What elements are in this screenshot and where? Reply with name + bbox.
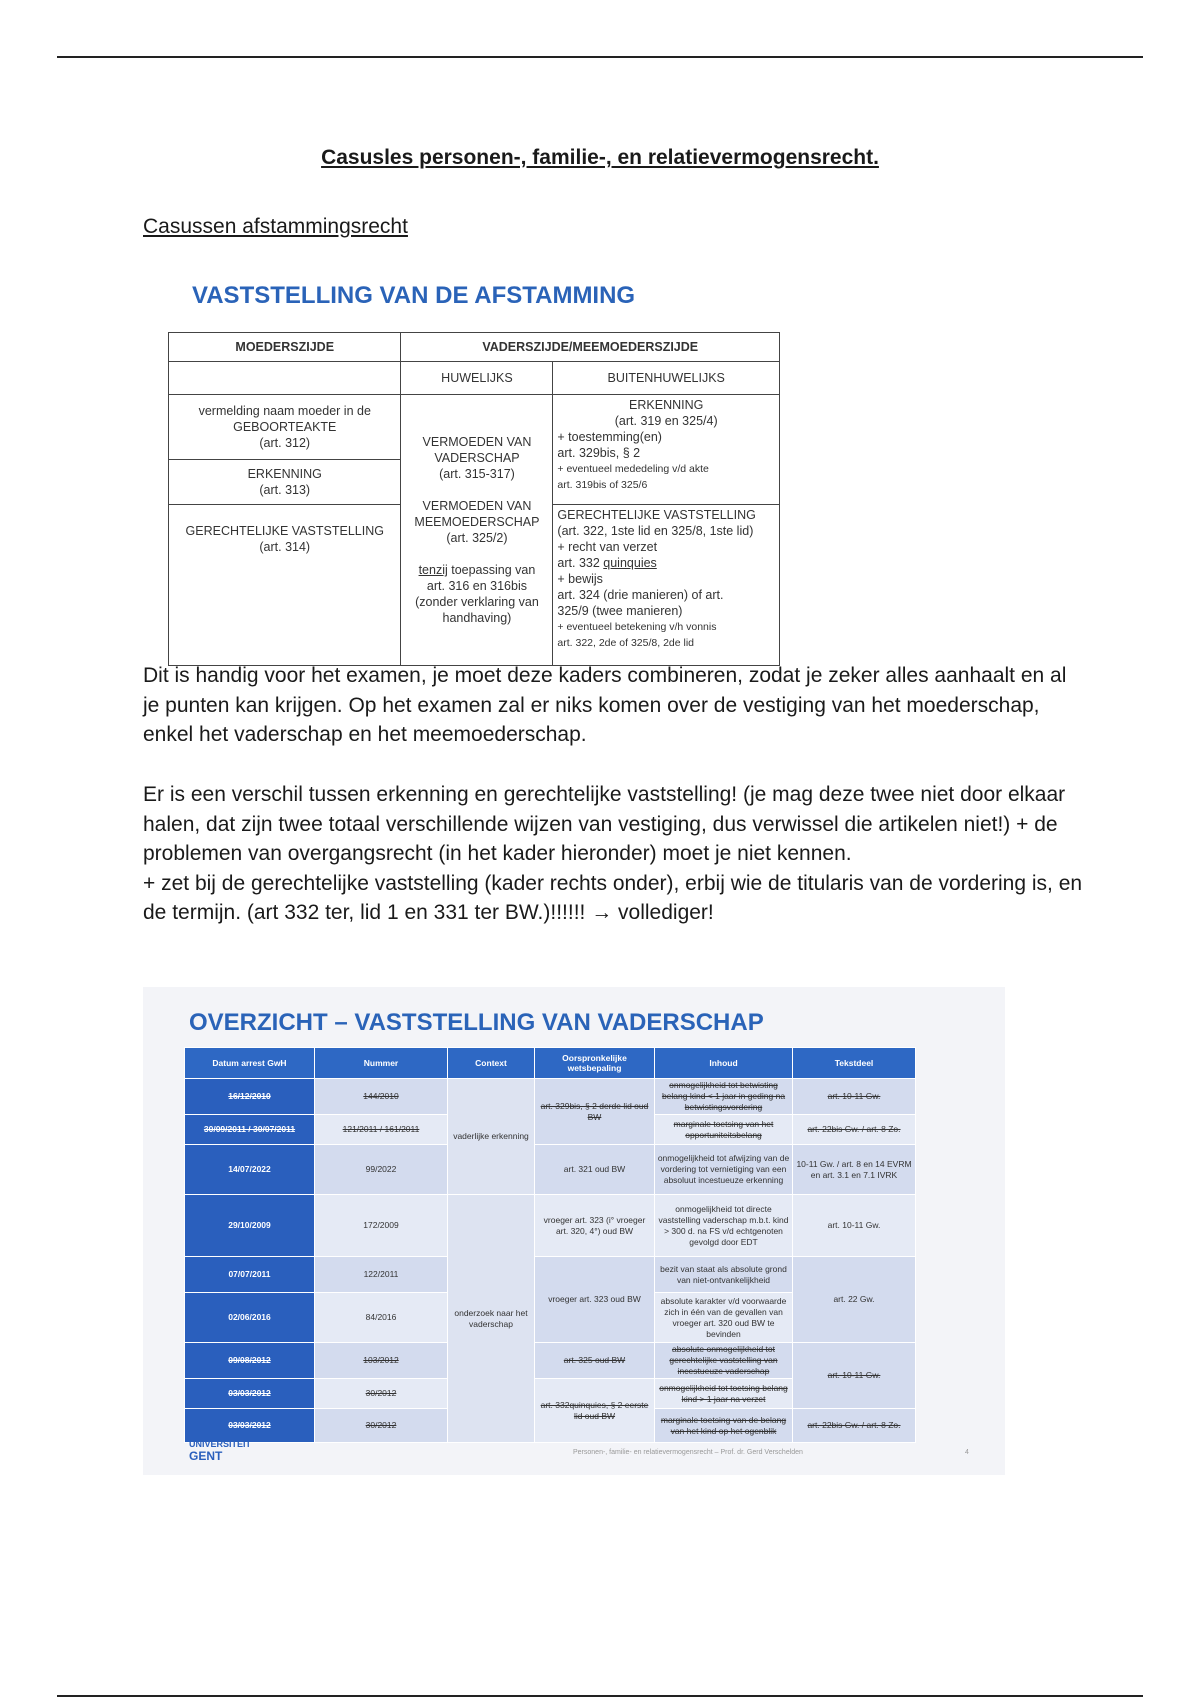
cell-num: 121/2011 / 161/2011 bbox=[315, 1115, 448, 1145]
cell-tekst: art. 22 Gw. bbox=[793, 1257, 916, 1343]
cell-tekst: art. 10-11 Gw. bbox=[793, 1195, 916, 1257]
paragraph-text: + zet bij de gerechtelijke vaststelling (kader rechts onder), erbij wie de titularis van de vordering is, en de termijn. (art 332 ter, lid 1 en 331 ter BW.)!!!!!! → vollediger! bbox=[143, 871, 1083, 924]
slide-overzicht bbox=[143, 987, 1005, 1475]
overzicht-table bbox=[184, 1047, 916, 1443]
text-line: art. 316 en 316bis bbox=[426, 579, 527, 593]
cell-erkenning-moeder bbox=[169, 460, 401, 505]
text-line: GEBOORTEAKTE bbox=[233, 420, 337, 434]
cell-orig: art. 321 oud BW bbox=[535, 1145, 655, 1195]
table-row bbox=[185, 1195, 916, 1257]
paragraph-1 bbox=[143, 661, 1083, 750]
cell-date: 07/07/2011 bbox=[185, 1257, 315, 1293]
cell-geboorteakte bbox=[169, 395, 401, 460]
text-fragment: art. 332 bbox=[557, 556, 604, 570]
cell-orig: art. 325 oud BW bbox=[535, 1343, 655, 1379]
col-vaderszijde: VADERSZIJDE/MEEMOEDERSZIJDE bbox=[401, 333, 780, 362]
text-line: + recht van verzet bbox=[557, 540, 658, 554]
text-line: (art. 315-317) bbox=[439, 467, 515, 481]
text-line: art. 319bis of 325/6 bbox=[557, 479, 648, 491]
cell-inhoud: absolute karakter v/d voorwaarde zich in één van de gevallen van vroeger art. 320 oud BW te bevinden bbox=[655, 1293, 793, 1343]
text-line: MEEMOEDERSCHAP bbox=[414, 515, 540, 529]
text-line: (art. 319 en 325/4) bbox=[614, 414, 718, 428]
cell-inhoud: absolute onmogelijkheid tot gerechtelijke vaststelling van incestueuze vaderschap bbox=[655, 1343, 793, 1379]
slide-page-number: 4 bbox=[965, 1449, 969, 1456]
header-tekstdeel: Tekstdeel bbox=[793, 1048, 916, 1079]
text-fragment: quinquies bbox=[603, 556, 657, 570]
table-row bbox=[185, 1145, 916, 1195]
text-line bbox=[557, 555, 775, 571]
cell-num: 30/2012 bbox=[315, 1379, 448, 1409]
cell-num: 172/2009 bbox=[315, 1195, 448, 1257]
slide-footer: Personen-, familie- en relatievermogensrecht – Prof. dr. Gerd Verschelden bbox=[573, 1449, 803, 1456]
text-line: vermelding naam moeder in de bbox=[198, 404, 371, 418]
cell-num: 99/2022 bbox=[315, 1145, 448, 1195]
cell-inhoud: onmogelijkheid tot afwijzing van de vordering tot vernietiging van een absoluut incestueuze erkenning bbox=[655, 1145, 793, 1195]
cell-date: 02/06/2016 bbox=[185, 1293, 315, 1343]
cell-date: 03/03/2012 bbox=[185, 1409, 315, 1443]
text-line: (art. 312) bbox=[259, 436, 311, 450]
cell-orig: art. 329bis, § 2 derde lid oud BW bbox=[535, 1079, 655, 1145]
header-nummer: Nummer bbox=[315, 1048, 448, 1079]
text-line: art. 324 (drie manieren) of art. bbox=[557, 588, 724, 602]
text-line: handhaving) bbox=[442, 611, 512, 625]
cell-date: 03/03/2012 bbox=[185, 1379, 315, 1409]
cell-inhoud: marginale toetsing van de belang van het kind op het ogenblik bbox=[655, 1409, 793, 1443]
text-line: GERECHTELIJKE VASTSTELLING bbox=[557, 508, 756, 522]
text-line bbox=[405, 562, 548, 578]
sub-buitenhuwelijks: BUITENHUWELIJKS bbox=[553, 362, 780, 395]
header-context: Context bbox=[448, 1048, 535, 1079]
cell-inhoud: marginale toetsing van het opportuniteitsbelang bbox=[655, 1115, 793, 1145]
cell-inhoud: onmogelijkheid tot betwisting belang kind < 1 jaar in geding na betwistingsvordering bbox=[655, 1079, 793, 1115]
cell-tekst: art. 10-11 Gw. bbox=[793, 1079, 916, 1115]
cell-num: 103/2012 bbox=[315, 1343, 448, 1379]
cell-inhoud: onmogelijkheid tot toetsing belang kind > 1 jaar na verzet bbox=[655, 1379, 793, 1409]
col-moederszijde: MOEDERSZIJDE bbox=[169, 333, 401, 362]
text-line: + eventueel betekening v/h vonnis bbox=[557, 621, 717, 633]
text-line: (art. 322, 1ste lid en 325/8, 1ste lid) bbox=[557, 524, 754, 538]
text-line: GERECHTELIJKE VASTSTELLING bbox=[185, 524, 384, 538]
sub-huwelijks: HUWELIJKS bbox=[401, 362, 553, 395]
header-inhoud: Inhoud bbox=[655, 1048, 793, 1079]
cell-orig: art. 332quinquies, § 2 eerste lid oud BW bbox=[535, 1379, 655, 1443]
cell-orig: vroeger art. 323 oud BW bbox=[535, 1257, 655, 1343]
cell-inhoud: bezit van staat als absolute grond van niet-ontvankelijkheid bbox=[655, 1257, 793, 1293]
ugent-logo bbox=[189, 1438, 251, 1462]
logo-line: GENT bbox=[189, 1449, 223, 1463]
text-line: ERKENNING bbox=[629, 398, 704, 412]
cell-num: 144/2010 bbox=[315, 1079, 448, 1115]
cell-huwelijks bbox=[401, 395, 553, 666]
cell-date: 29/10/2009 bbox=[185, 1195, 315, 1257]
cell-context: onderzoek naar het vaderschap bbox=[448, 1195, 535, 1443]
text-line: art. 329bis, § 2 bbox=[557, 446, 641, 460]
cell-erkenning-buiten bbox=[553, 395, 780, 505]
cell-num: 30/2012 bbox=[315, 1409, 448, 1443]
text-line: (art. 325/2) bbox=[446, 531, 508, 545]
table-row bbox=[185, 1343, 916, 1379]
cell-tekst: art. 22bis Gw. / art. 8 Zo. bbox=[793, 1115, 916, 1145]
cell-date: 14/07/2022 bbox=[185, 1145, 315, 1195]
cell-tekst: art. 22bis Gw. / art. 8 Zo. bbox=[793, 1409, 916, 1443]
paragraph-text: Er is een verschil tussen erkenning en gerechtelijke vaststelling! (je mag deze twee niet door elkaar halen, dat zijn twee totaal verschillende wijzen van vestiging, dus verwissel die artikelen niet!) + de problemen van overgangsrecht (in het kader hieronder) moet je niet kennen. bbox=[143, 783, 1066, 865]
text-line: VERMOEDEN VAN bbox=[422, 435, 532, 449]
paragraph-2 bbox=[143, 780, 1083, 928]
spacer bbox=[405, 482, 548, 498]
cell-gerechtelijk-buiten bbox=[553, 505, 780, 666]
cell-num: 122/2011 bbox=[315, 1257, 448, 1293]
cell-date: 09/08/2012 bbox=[185, 1343, 315, 1379]
cell-num: 84/2016 bbox=[315, 1293, 448, 1343]
document-title: Casusles personen-, familie-, en relatievermogensrecht. bbox=[321, 146, 879, 169]
spacer bbox=[405, 546, 548, 562]
cell-tekst: 10-11 Gw. / art. 8 en 14 EVRM en art. 3.1 en 7.1 IVRK bbox=[793, 1145, 916, 1195]
text-line: (zonder verklaring van bbox=[415, 595, 539, 609]
text-line: (art. 313) bbox=[259, 483, 311, 497]
top-rule bbox=[57, 56, 1143, 58]
text-fragment: toepassing van bbox=[447, 563, 536, 577]
afstamming-table bbox=[168, 332, 780, 666]
table-row bbox=[185, 1257, 916, 1293]
section-heading: Casussen afstammingsrecht bbox=[143, 215, 408, 238]
cell-date: 16/12/2010 bbox=[185, 1079, 315, 1115]
logo-line: UNIVERSITEIT bbox=[189, 1439, 252, 1449]
cell-tekst: art. 10-11 Gw. bbox=[793, 1343, 916, 1409]
text-line: + toestemming(en) bbox=[557, 430, 662, 444]
text-line: VADERSCHAP bbox=[434, 451, 520, 465]
bottom-rule bbox=[57, 1695, 1143, 1697]
cell-orig: vroeger art. 323 (i° vroeger art. 320, 4°) oud BW bbox=[535, 1195, 655, 1257]
text-line: + eventueel mededeling v/d akte bbox=[557, 463, 709, 475]
cell-context: vaderlijke erkenning bbox=[448, 1079, 535, 1195]
slide-afstamming bbox=[150, 270, 790, 650]
header-datum: Datum arrest GwH bbox=[185, 1048, 315, 1079]
header-wetsbepaling: Oorspronkelijke wetsbepaling bbox=[535, 1048, 655, 1079]
slide-title: VASTSTELLING VAN DE AFSTAMMING bbox=[192, 282, 636, 309]
text-line: VERMOEDEN VAN bbox=[422, 499, 532, 513]
cell-inhoud: onmogelijkheid tot directe vaststelling vaderschap m.b.t. kind > 300 d. na FS v/d echtgenoten gevolgd door EDT bbox=[655, 1195, 793, 1257]
text-line: ERKENNING bbox=[247, 467, 322, 481]
slide-title: OVERZICHT – VASTSTELLING VAN VADERSCHAP bbox=[189, 1009, 764, 1036]
table-row bbox=[185, 1079, 916, 1115]
empty-cell bbox=[169, 362, 401, 395]
tenzij-word: tenzij bbox=[418, 563, 448, 577]
text-line: art. 322, 2de of 325/8, 2de lid bbox=[557, 637, 695, 649]
paragraph-text: Dit is handig voor het examen, je moet deze kaders combineren, zodat je zeker alles aanhaalt en al je punten kan krijgen. Op het examen zal er niks komen over de vestiging van het moederschap, enkel het vaderschap en het meemoederschap. bbox=[143, 664, 1067, 746]
text-line: (art. 314) bbox=[259, 540, 311, 554]
cell-gerechtelijk-moeder bbox=[169, 505, 401, 666]
cell-date: 30/09/2011 / 30/07/2011 bbox=[185, 1115, 315, 1145]
text-line: 325/9 (twee manieren) bbox=[557, 604, 683, 618]
text-line: + bewijs bbox=[557, 572, 603, 586]
